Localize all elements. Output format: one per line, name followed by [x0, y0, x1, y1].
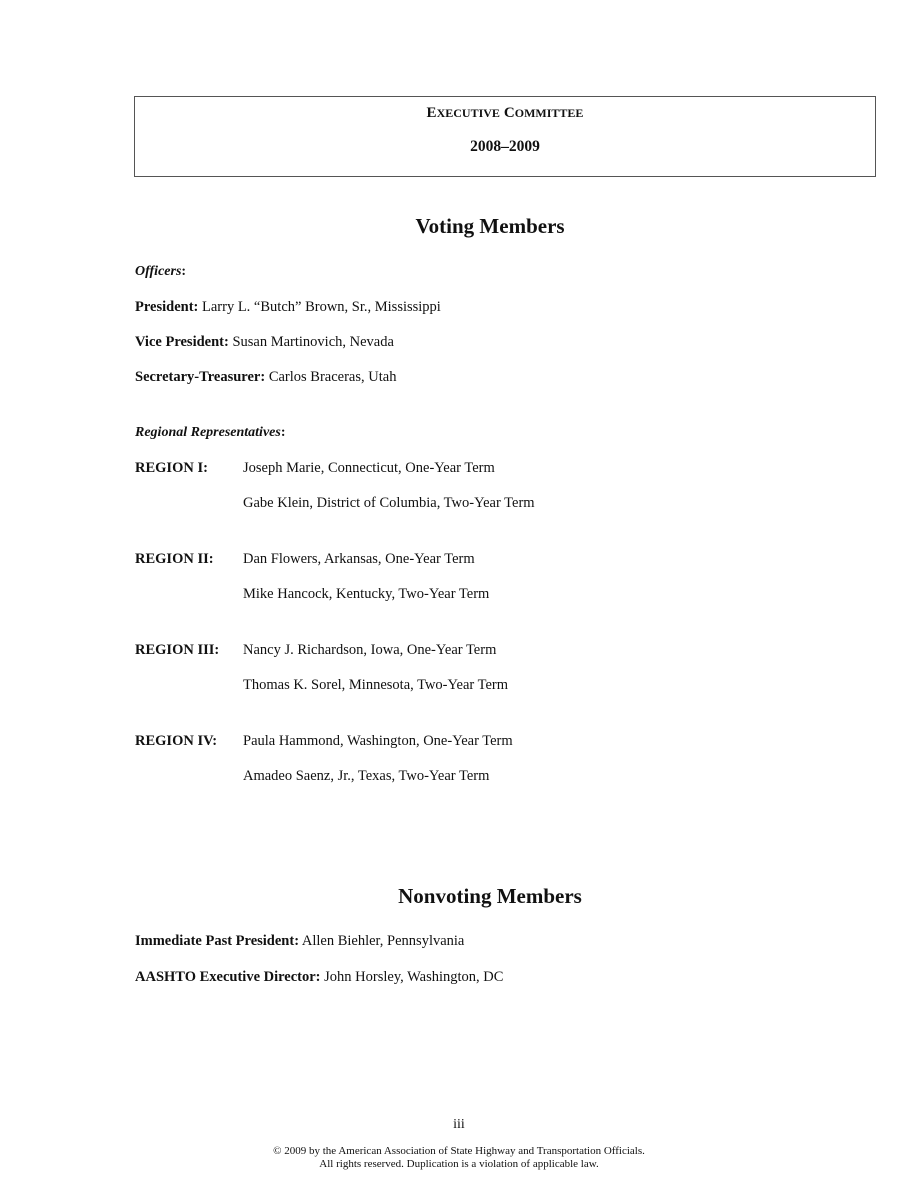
committee-title: EXECUTIVE COMMITTEE [426, 105, 584, 121]
region-2-member: Mike Hancock, Kentucky, Two-Year Term [243, 586, 490, 602]
region-3-member: Thomas K. Sorel, Minnesota, Two-Year Term [243, 677, 508, 693]
voting-members-heading: Voting Members [415, 214, 565, 238]
region-2-member: Dan Flowers, Arkansas, One-Year Term [243, 551, 475, 567]
region-3-label: REGION III: [135, 642, 220, 658]
officer-secretary-treasurer: Secretary-Treasurer: Carlos Braceras, Utah [135, 369, 397, 385]
nonvoting-executive-director: AASHTO Executive Director: John Horsley, Washington, DC [135, 969, 504, 985]
region-4-member: Paula Hammond, Washington, One-Year Term [243, 733, 513, 749]
region-2-label: REGION II: [135, 551, 214, 567]
region-4-label: REGION IV: [135, 733, 218, 749]
region-1-member: Joseph Marie, Connecticut, One-Year Term [243, 460, 495, 476]
title-box [134, 96, 876, 177]
region-1-member: Gabe Klein, District of Columbia, Two-Year Term [243, 495, 535, 511]
officer-president: President: Larry L. “Butch” Brown, Sr., Mississippi [135, 299, 441, 315]
region-3-member: Nancy J. Richardson, Iowa, One-Year Term [243, 642, 497, 658]
nonvoting-past-president: Immediate Past President: Allen Biehler, Pennsylvania [135, 933, 465, 949]
page-number: iii [453, 1117, 465, 1132]
officers-label: Officers: [135, 264, 187, 279]
region-1-label: REGION I: [135, 460, 208, 476]
nonvoting-members-heading: Nonvoting Members [398, 884, 582, 908]
officer-vice-president: Vice President: Susan Martinovich, Nevada [135, 334, 394, 350]
copyright-line-1: © 2009 by the American Association of State Highway and Transportation Officials. [273, 1145, 645, 1157]
regional-representatives-label: Regional Representatives: [135, 425, 286, 440]
committee-years: 2008–2009 [470, 138, 540, 155]
region-4-member: Amadeo Saenz, Jr., Texas, Two-Year Term [243, 768, 490, 784]
copyright-line-2: All rights reserved. Duplication is a violation of applicable law. [319, 1158, 599, 1170]
